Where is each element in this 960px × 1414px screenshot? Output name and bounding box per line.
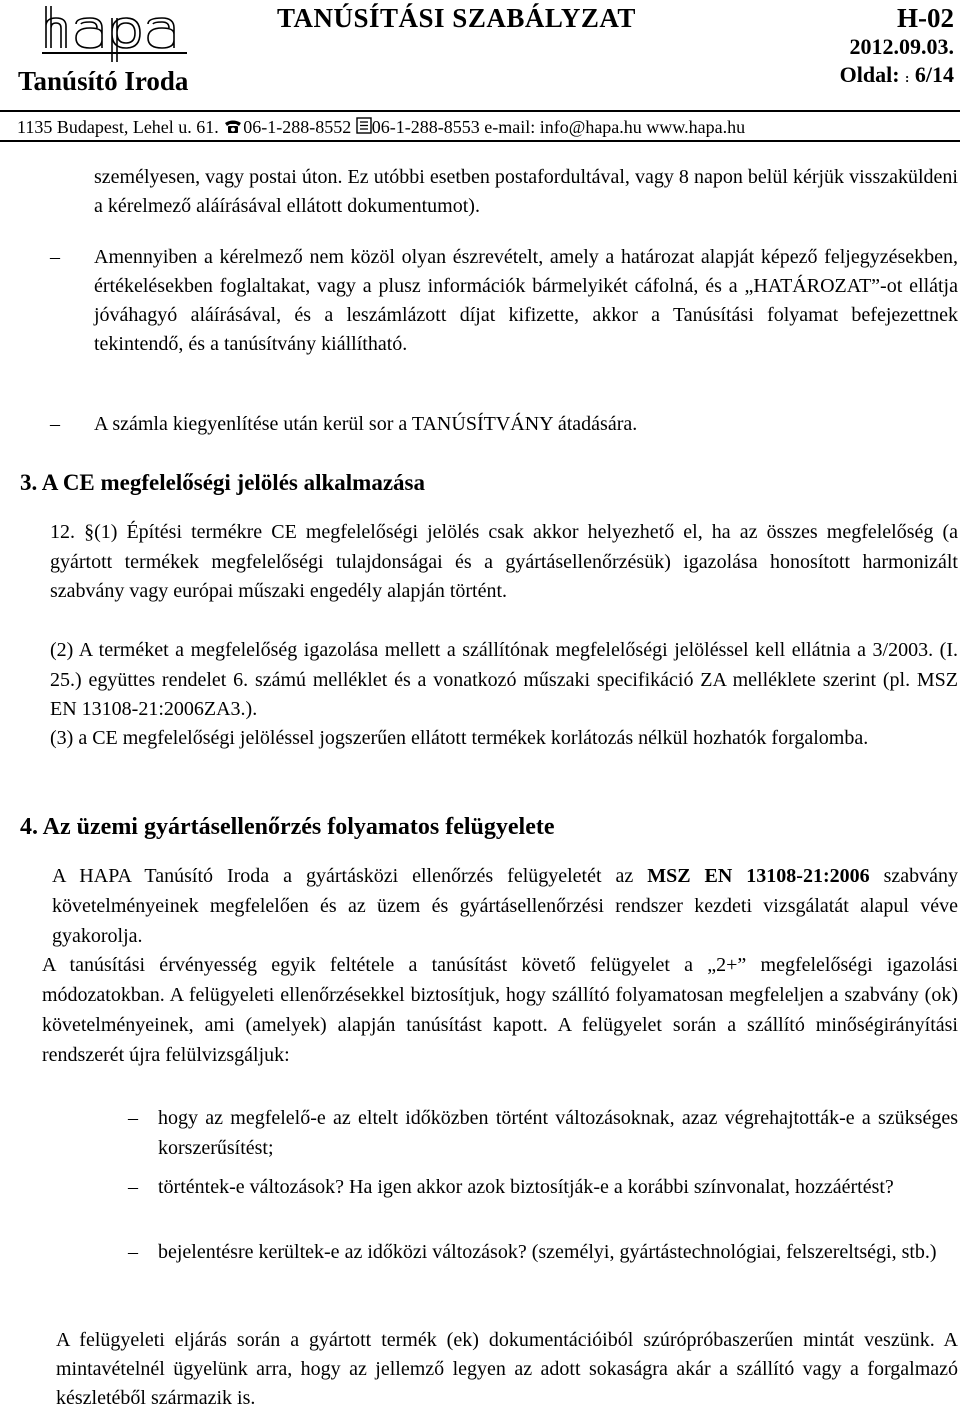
header-rule-top — [0, 110, 960, 112]
fax-icon — [356, 117, 372, 134]
list-item-text: bejelentésre kerültek-e az időközi változások? (személyi, gyártástechnológiai, felszereltségi, stb.) — [158, 1241, 937, 1263]
section-3-paragraph-3: (3) a CE megfelelőségi jelöléssel jogszerűen ellátott termékek korlátozás nélkül hozhatók forgalomba. — [50, 727, 869, 749]
list-item-text: Amennyiben a kérelmező nem közöl olyan észrevételt, amely a határozat alapját képező feljegyzésekben, értékelésekben foglaltakat, vagy a plusz információk bármelyikét cáfolná, és a „HATÁROZAT”-ot ellátja jóváhagyó aláírásával, és a leszámlázott díjat kifizette, akkor a Tanúsítási folyamat befejezettnek tekintendő, és a tanúsítvány kiállítható. — [94, 246, 958, 355]
dash-bullet: – — [128, 1176, 138, 1198]
list-item-text: történtek-e változások? Ha igen akkor azok biztosítják-e a korábbi színvonalat, hozzáértést? — [158, 1176, 894, 1198]
header-rule-bottom — [0, 140, 960, 142]
hapa-logo — [42, 4, 187, 64]
page-separator: : — [905, 70, 910, 85]
logo-subtitle: Tanúsító Iroda — [18, 66, 189, 96]
email-address: e-mail: info@hapa.hu — [484, 117, 642, 137]
document-code: H-02 — [897, 3, 954, 33]
address: 1135 Budapest, Lehel u. 61. — [17, 117, 219, 137]
p1-text-end: szabvány követelményeinek megfelelően és az üzem és gyártásellenőrzési rendszer kezdeti vizsgálatát alapul véve gyakorolja. — [52, 865, 958, 947]
intro-paragraph: személyesen, vagy postai úton. Ez utóbbi esetben postafordultával, vagy 8 napon belül kérjük visszaküldeni a kérelmező aláírásával ellátott dokumentumot). — [94, 166, 958, 217]
p1-text-start: A HAPA Tanúsító Iroda a gyártásközi ellenőrzés felügyeletét az — [52, 865, 648, 887]
standard-reference: MSZ EN 13108-21:2006 — [647, 865, 870, 887]
section-4-paragraph-2: A tanúsítási érvényesség egyik feltétele a tanúsítást követő felügyelet a „2+” megfelelőségi igazolási módozatokban. A felügyeleti ellenőrzésekkel biztosítjuk, hogy szállító folyamatosan megfeleljen a szabvány (ok) követelményeinek, ami (amelyek) alapján tanúsítást kapott. A felügyelet során a szállító minőségirányítási rendszerét újra felülvizsgáljuk: — [42, 954, 958, 1066]
dash-bullet: – — [128, 1241, 138, 1263]
phone-number: 06-1-288-8552 — [243, 117, 352, 137]
dash-bullet: – — [50, 246, 60, 268]
list-item — [128, 1237, 958, 1267]
list-item — [128, 1172, 958, 1202]
section-3-paragraph-2: (2) A terméket a megfelelőség igazolása mellett a szállítónak megfelelőségi jelöléssel kell ellátnia a 3/2003. (I. 25.) együttes rendelet 6. számú melléklet és a vonatkozó műszaki specifikáció ZA melléklete szerint (pl. MSZ EN 13108-21:2006ZA3.). — [50, 639, 958, 720]
list-item — [50, 410, 958, 439]
phone-icon — [223, 118, 243, 134]
page-number — [840, 62, 954, 88]
list-item — [128, 1103, 958, 1163]
document-title: TANÚSÍTÁSI SZABÁLYZAT — [277, 3, 636, 33]
page-value: 6/14 — [914, 62, 954, 87]
section-4-heading: 4. Az üzemi gyártásellenőrzés folyamatos felügyelete — [20, 814, 555, 840]
section-3-heading: 3. A CE megfelelőségi jelölés alkalmazása — [20, 470, 425, 495]
section-4-paragraph-3: A felügyeleti eljárás során a gyártott termék (ek) dokumentációiból szúrópróbaszerűen mintát veszünk. A mintavételnél ügyelünk arra, hogy az jellemző legyen az adott sokaságra akár a szállító vagy a forgalmazó készletéből származik is. — [56, 1329, 958, 1409]
list-item-text: A számla kiegyenlítése után kerül sor a TANÚSÍTVÁNY átadására. — [94, 413, 638, 435]
page-label: Oldal: — [839, 62, 900, 87]
list-item-text: hogy az megfelelő-e az eltelt időközben történt változásoknak, azaz végrehajtották-e a szükséges korszerűsítést; — [158, 1107, 958, 1159]
page-header — [0, 0, 960, 140]
website: www.hapa.hu — [646, 117, 746, 137]
dash-bullet: – — [50, 413, 60, 435]
list-item — [50, 243, 958, 359]
section-4-paragraph-1 — [52, 861, 958, 951]
dash-bullet: – — [128, 1107, 138, 1129]
fax-number: 06-1-288-8553 — [371, 117, 480, 137]
document-date: 2012.09.03. — [849, 34, 954, 59]
contact-line — [17, 117, 745, 138]
section-3-paragraph-1: 12. §(1) Építési termékre CE megfelelőségi jelölés csak akkor helyezhető el, ha az összes megfelelőség (a gyártott termékek megfelelőségi tulajdonságai és a gyártásellenőrzésük) igazolása honosított harmonizált szabvány vagy európai műszaki engedély alapján történt. — [50, 521, 958, 602]
